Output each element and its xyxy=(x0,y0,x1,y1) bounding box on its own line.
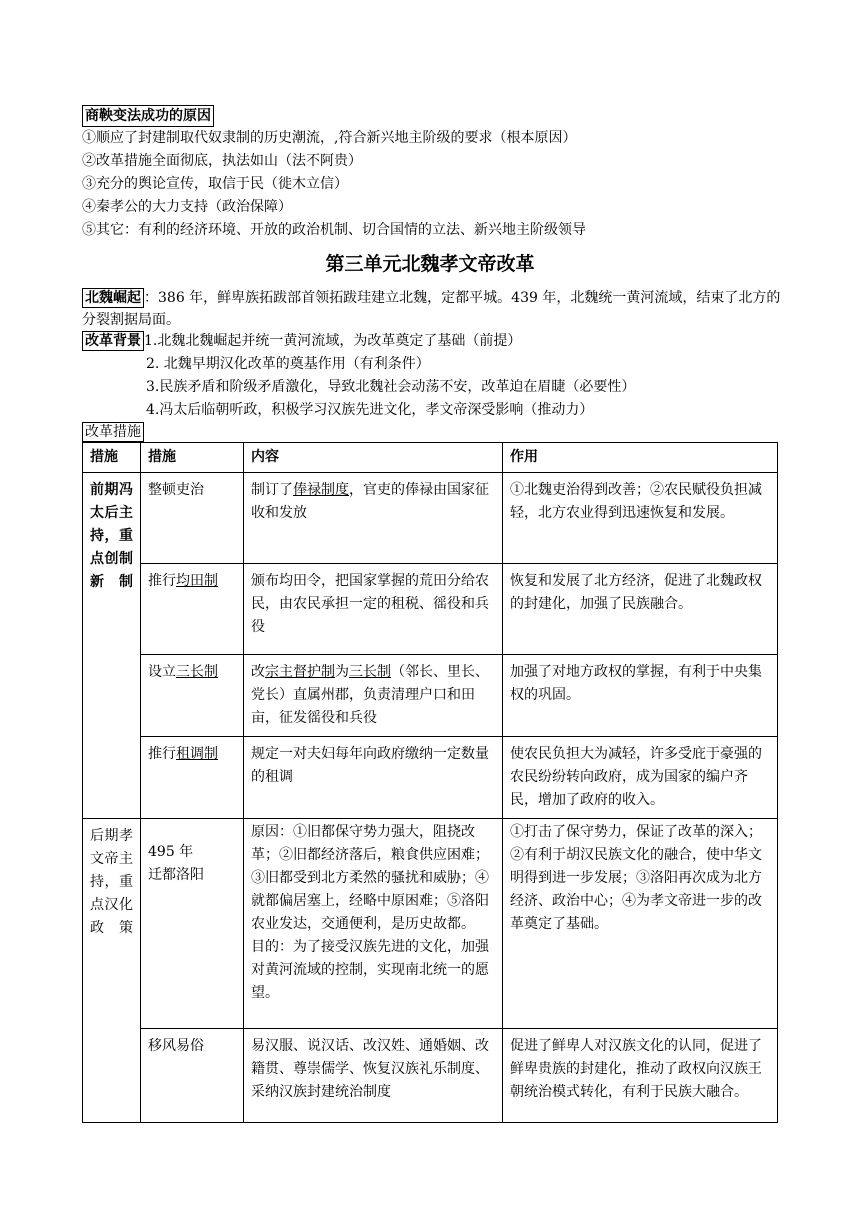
content-text: ，官吏的俸禄由国家征收和发放 xyxy=(251,482,489,521)
content-text: 制订了 xyxy=(251,482,293,498)
table-row xyxy=(83,564,778,655)
measure-name-cell: 移风易俗 xyxy=(141,1029,244,1123)
effect-cell: ①北魏吏治得到改善；②农民赋役负担减轻，北方农业得到迅速恢复和发展。 xyxy=(503,473,778,564)
content-underlined: 俸禄制度 xyxy=(293,482,349,498)
measure-name-cell xyxy=(141,819,244,1029)
content-cell xyxy=(244,655,503,737)
measure-name-underlined: 均田制 xyxy=(176,573,218,589)
shang-item-2: ②改革措施全面彻底，执法如山（法不阿贵） xyxy=(82,153,362,169)
header-cell: 措施 xyxy=(141,443,244,473)
period-late-cell: 后期孝文帝主持，重点汉化政策 xyxy=(83,819,141,1123)
shang-item-1: ①顺应了封建制取代奴隶制的历史潮流，,符合新兴地主阶级的要求（根本原因） xyxy=(82,130,577,146)
measures-label: 改革措施 xyxy=(82,422,144,442)
content-text: 为 xyxy=(335,664,349,680)
measure-name: 设立 xyxy=(148,664,176,680)
content-text: 改 xyxy=(251,664,265,680)
background-item-4: 4.冯太后临朝听政，积极学习汉族先进文化，孝文帝深受影响（推动力） xyxy=(146,402,594,418)
measure-name-cell xyxy=(141,737,244,819)
table-row xyxy=(83,1029,778,1123)
effect-cell: ①打击了保守势力，保证了改革的深入；②有利于胡汉民族文化的融合，使中华文明得到进一步发展；③洛阳再次成为北方经济、政治中心；④为孝文帝进一步的改革奠定了基础。 xyxy=(503,819,778,1029)
unit-title: 第三单元北魏孝文帝改革 xyxy=(325,253,535,275)
content-cell xyxy=(244,819,503,1029)
reform-table xyxy=(82,442,778,1123)
background-item-2: 2. 北魏早期汉化改革的奠基作用（有利条件） xyxy=(146,356,430,372)
content-underlined: 宗主督护制 xyxy=(265,664,335,680)
background-item-1: 1.北魏北魏崛起并统一黄河流域，为改革奠定了基础（前提） xyxy=(144,333,522,349)
shang-item-5: ⑤其它：有利的经济环境、开放的政治机制、切合国情的立法、新兴地主阶级领导 xyxy=(82,222,586,238)
period-early-cell: 前期冯太后主持，重点创制新制 xyxy=(83,473,141,819)
measure-name-cell xyxy=(141,655,244,737)
measure-name-cell xyxy=(141,473,244,564)
background-first-line xyxy=(82,331,521,351)
effect-cell: 加强了对地方政权的掌握，有利于中央集权的巩固。 xyxy=(503,655,778,737)
content-cell xyxy=(244,473,503,564)
header-cell: 作用 xyxy=(503,443,778,473)
content-purpose: 目的：为了接受汉族先进的文化，加强对黄河流域的控制，实现南北统一的愿望。 xyxy=(251,939,489,1001)
table-row xyxy=(83,655,778,737)
content-reasons: 原因：①旧都保守势力强大，阻挠改革；②旧都经济落后，粮食供应困难；③旧都受到北方柔然的骚扰和威胁；④就都偏居塞上，经略中原困难；⑤洛阳农业发达，交通便利，是历史故都。 xyxy=(251,824,489,932)
content-cell: 规定一对夫妇每年向政府缴纳一定数量的租调 xyxy=(244,737,503,819)
measure-name: 推行 xyxy=(148,746,176,762)
content-cell: 颁布均田令，把国家掌握的荒田分给农民，由农民承担一定的租税、徭役和兵役 xyxy=(244,564,503,655)
content-underlined: 三长制 xyxy=(349,664,391,680)
measure-name: 整顿吏治 xyxy=(148,482,204,498)
measure-name-year: 495 年 xyxy=(148,844,194,860)
header-cell: 措施 xyxy=(83,443,141,473)
shang-item-3: ③充分的舆论宣传，取信于民（徙木立信） xyxy=(82,176,348,192)
table-header-row xyxy=(83,443,778,473)
effect-cell: 促进了鲜卑人对汉族文化的认同，促进了鲜卑贵族的封建化，推动了政权向汉族王朝统治模式转化，有利于民族大融合。 xyxy=(503,1029,778,1123)
background-item-3: 3.民族矛盾和阶级矛盾激化，导致北魏社会动荡不安，改革迫在眉睫（必要性） xyxy=(146,379,636,395)
content-cell: 易汉服、说汉话、改汉姓、通婚姻、改籍贯、尊崇儒学、恢复汉族礼乐制度、采纳汉族封建统治制度 xyxy=(244,1029,503,1123)
header-cell: 内容 xyxy=(244,443,503,473)
measure-name: 迁都洛阳 xyxy=(148,867,204,883)
measure-name-underlined: 租调制 xyxy=(176,746,218,762)
measures-line xyxy=(82,422,144,442)
rise-text: ：386 年，鲜卑族拓跋部首领拓跋珪建立北魏，定都平城。439 年，北魏统一黄河流域，结束了北方的分裂割据局面。 xyxy=(82,290,781,328)
rise-label: 北魏崛起 xyxy=(82,288,144,308)
content-text: （邻长、里长、党长）直属州郡，负责清理户口和田亩，征发徭役和兵役 xyxy=(251,664,489,726)
measure-name-underlined: 三长制 xyxy=(176,664,218,680)
measure-name-cell xyxy=(141,564,244,655)
background-label: 改革背景 xyxy=(82,331,144,351)
table-row xyxy=(83,737,778,819)
shang-item-4: ④秦孝公的大力支持（政治保障） xyxy=(82,199,292,215)
measure-name: 推行 xyxy=(148,573,176,589)
effect-cell: 使农民负担大为减轻，许多受庇于豪强的农民纷纷转向政府，成为国家的编户齐民，增加了政府的收入。 xyxy=(503,737,778,819)
rise-paragraph xyxy=(82,287,782,331)
table-row xyxy=(83,819,778,1029)
shang-heading: 商鞅变法成功的原因 xyxy=(82,105,214,127)
effect-cell: 恢复和发展了北方经济，促进了北魏政权的封建化，加强了民族融合。 xyxy=(503,564,778,655)
table-row xyxy=(83,473,778,564)
